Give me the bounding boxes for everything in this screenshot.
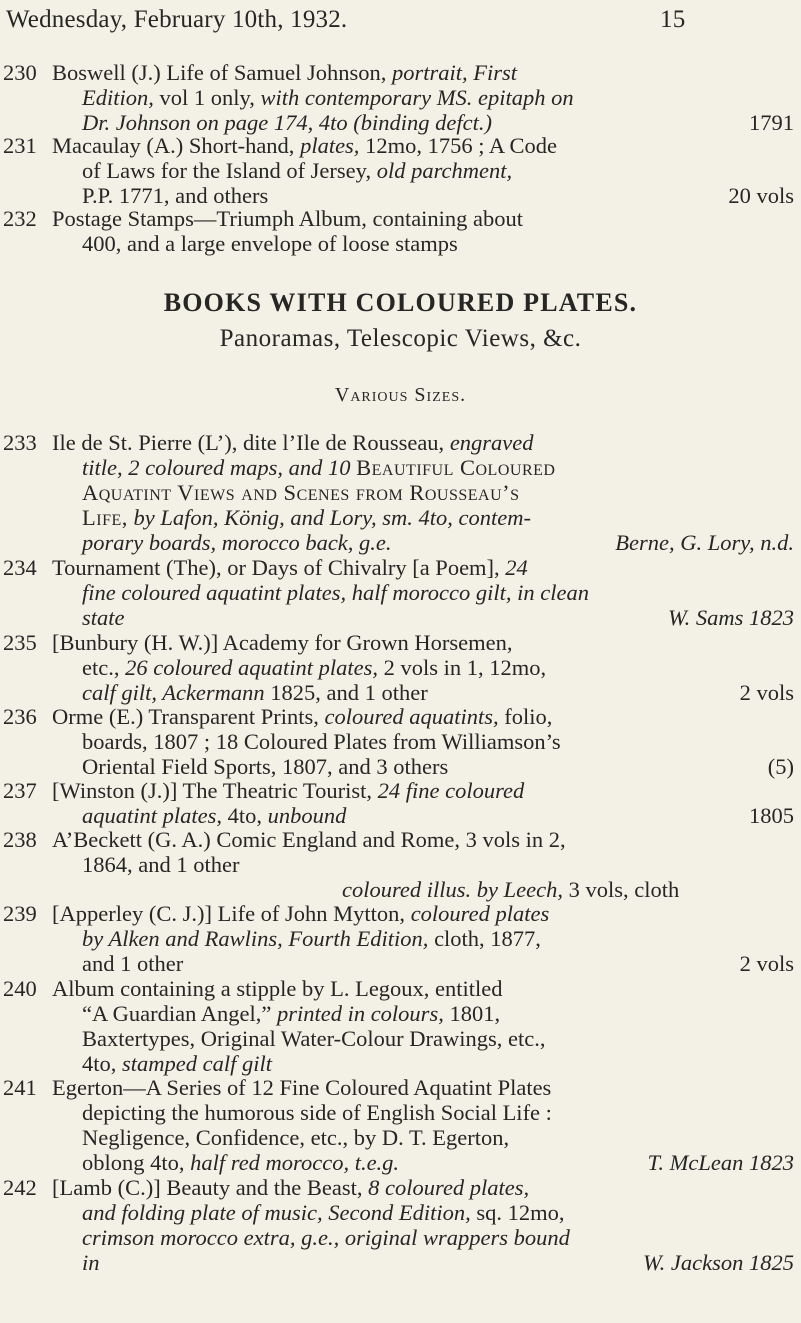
lot-date: 1805 <box>749 803 794 828</box>
section-subtitle: Panoramas, Telescopic Views, &c. <box>219 325 582 352</box>
header-date: Wednesday, February 10th, 1932. <box>6 6 348 33</box>
lot-description: Album containing a stipple by L. Legoux, entitled “A Guardian Angel,” printed in colours, 1801, Baxtertypes, Original Water-Colour Drawings, etc., 4to, stamped calf gilt <box>52 976 546 1076</box>
lot-number: 237 <box>3 778 37 803</box>
lot-imprint: W. Sams 1823 <box>667 605 794 630</box>
lot-description: Egerton—A Series of 12 Fine Coloured Aquatint Plates depicting the humorous side of English Social Life : Negligence, Confidence, etc., by D. T. Egerton, oblong 4to, half red morocco, t.e.g. T. McLean 1823 <box>52 1075 794 1175</box>
lot-quantity: 2 vols <box>739 951 794 976</box>
lot-description: Ile de St. Pierre (L’), dite l’Ile de Rousseau, engraved title, 2 coloured maps, and 10 Beautiful Coloured Aquatint Views and Scenes from Rousseau’s Life, by Lafon, König, and Lory, sm. 4to, contem- porary boards, morocco back, g.e. Berne, G. Lory, n.d. <box>52 430 794 555</box>
lot-description: [Apperley (C. J.)] Life of John Mytton, coloured plates by Alken and Rawlins, Fourth Edition, cloth, 1877, and 1 other 2 vols <box>52 901 794 976</box>
lot-number: 241 <box>3 1075 37 1100</box>
lot-number: 242 <box>3 1175 37 1200</box>
lot-date: 1791 <box>749 110 794 135</box>
lot-number: 240 <box>3 976 37 1001</box>
lot-description: Boswell (J.) Life of Samuel Johnson, portrait, First Edition, vol 1 only, with contemporary MS. epitaph on Dr. Johnson on page 174, 4to (binding defct.) 1791 <box>52 60 794 135</box>
lot-number: 236 <box>3 704 37 729</box>
lot-imprint: Berne, G. Lory, n.d. <box>615 530 794 555</box>
lot-description: Postage Stamps—Triumph Album, containing about 400, and a large envelope of loose stamps <box>52 206 524 256</box>
lot-description: A’Beckett (G. A.) Comic England and Rome, 3 vols in 2, 1864, and 1 other coloured illus. by Leech, 3 vols, cloth <box>52 827 680 902</box>
lot-quantity: 2 vols <box>739 680 794 705</box>
section-title: BOOKS WITH COLOURED PLATES. <box>163 288 638 317</box>
lot-description: [Bunbury (H. W.)] Academy for Grown Horsemen, etc., 26 coloured aquatint plates, 2 vols in 1, 12mo, calf gilt, Ackermann 1825, and 1 other 2 vols <box>52 630 794 705</box>
lot-number: 238 <box>3 827 37 852</box>
lot-description: Tournament (The), or Days of Chivalry [a Poem], 24 fine coloured aquatint plates, half morocco gilt, in clean state W. Sams 1823 <box>52 555 794 630</box>
lot-number: 230 <box>3 60 37 85</box>
lot-number: 232 <box>3 206 37 231</box>
lot-quantity: (5) <box>767 754 794 779</box>
lot-quantity: 20 vols <box>728 183 794 208</box>
lot-description: [Lamb (C.)] Beauty and the Beast, 8 coloured plates, and folding plate of music, Second Edition, sq. 12mo, crimson morocco extra, g.e., original wrappers bound in W. Jackson 1825 <box>52 1175 794 1275</box>
lot-number: 233 <box>3 430 37 455</box>
section-sizes: Various Sizes. <box>334 384 467 406</box>
lot-description: Macaulay (A.) Short-hand, plates, 12mo, 1756 ; A Code of Laws for the Island of Jersey, old parchment, P.P. 1771, and others 20 vols <box>52 133 794 208</box>
lot-number: 239 <box>3 901 37 926</box>
page-number: 15 <box>660 6 686 33</box>
lot-number: 231 <box>3 133 37 158</box>
lot-number: 234 <box>3 555 37 580</box>
lot-description: Orme (E.) Transparent Prints, coloured aquatints, folio, boards, 1807 ; 18 Coloured Plates from Williamson’s Oriental Field Sports, 1807, and 3 others (5) <box>52 704 794 779</box>
lot-imprint: W. Jackson 1825 <box>642 1250 794 1275</box>
lot-imprint: T. McLean 1823 <box>647 1150 794 1175</box>
lot-description: [Winston (J.)] The Theatric Tourist, 24 fine coloured aquatint plates, 4to, unbound 1805 <box>52 778 794 828</box>
page-header <box>0 6 801 50</box>
lot-number: 235 <box>3 630 37 655</box>
